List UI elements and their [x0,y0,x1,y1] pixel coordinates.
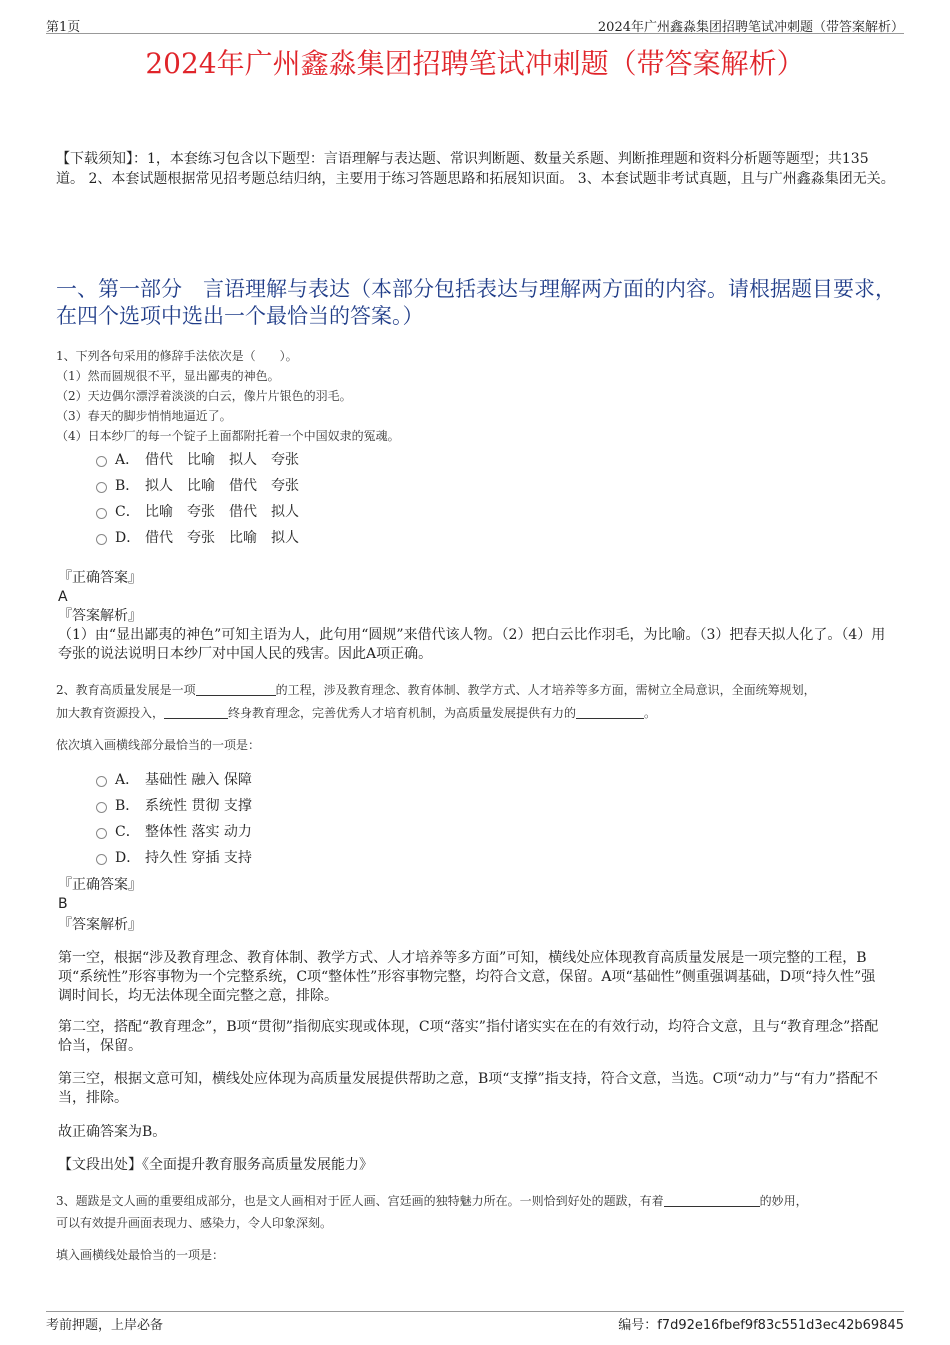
radio-icon[interactable] [96,854,107,865]
document-code: f7d92e16fbef9f83c551d3ec42b69845 [657,1318,904,1333]
analysis-label: 『答案解析』 [58,917,142,933]
option-c[interactable]: C． 比喻 夸张 借代 拟人 [96,498,299,524]
analysis-para-4: 故正确答案为B。 [58,1124,167,1140]
analysis-para-1: 第一空，根据“涉及教育理念、教育体制、教学方式、人才培养等多方面”可知，横线处应体现教育高质量发展是一项完整的工程，B项“系统性”形容事物为一个完整系统，C项“整体性”形容事物完整，均符合文意，保留。A项“基础性”侧重强调基础，D项“持久性”强调时间长，均无法体现全面完整之意，排除。 [58,950,876,1004]
download-notice: 【下载须知】：1，本套练习包含以下题型：言语理解与表达题、常识判断题、数量关系题、判断推理题和资料分析题等题型；共135道。 2、本套试题根据常见招考题总结归纳，主要用于练习答题思路和拓展知识面。 3、本套试题非考试真题，且与广州鑫淼集团无关。 [56,151,895,187]
question-item: （4）日本纱厂的每一个锭子上面都附托着一个中国奴隶的冤魂。 [56,429,400,443]
answer-label: 『正确答案』 [58,570,142,586]
option-a[interactable]: A． 借代 比喻 拟人 夸张 [96,446,299,472]
question-2-answer [58,876,898,935]
question-3-prompt: 填入画横线处最恰当的一项是： [56,1248,225,1262]
footer-id: 编号：f7d92e16fbef9f83c551d3ec42b69845 [618,1318,904,1333]
analysis-para-2: 第二空，搭配“教育理念”，B项“贯彻”指彻底实现或体现，C项“落实”指付诸实实在在的有效行动，均符合文意，且与“教育理念”搭配恰当，保留。 [58,1019,879,1054]
answer-label: 『正确答案』 [58,877,142,893]
question-item: （1）然而圆规很不平，显出鄙夷的神色。 [56,369,280,383]
section-heading: 一、第一部分 言语理解与表达（本部分包括表达与理解两方面的内容。请根据题目要求，在四个选项中选出一个最恰当的答案。） [56,277,896,328]
question-item: （2）天边偶尔漂浮着淡淡的白云，像片片银色的羽毛。 [56,389,352,403]
question-2-prompt: 依次填入画横线部分最恰当的一项是： [56,738,261,752]
document-title: 2024年广州鑫淼集团招聘笔试冲刺题（带答案解析） [145,47,805,80]
blank-1 [664,1193,760,1207]
analysis-para-3: 第三空，根据文意可知，横线处应体现为高质量发展提供帮助之意，B项“支撑”指支持，符合文意，当选。C项“动力”与“有力”搭配不当，排除。 [58,1071,878,1106]
analysis-text: （1）由“显出鄙夷的神色”可知主语为人，此句用“圆规”来借代该人物。（2）把白云比作羽毛，为比喻。（3）把春天拟人化了。（4）用夸张的说法说明日本纱厂对中国人民的残害。因此A项正确。 [58,627,886,662]
question-1-answer [58,569,898,664]
page-header [46,14,904,34]
radio-icon[interactable] [96,456,107,467]
radio-icon[interactable] [96,508,107,519]
option-b[interactable]: B． 拟人 比喻 借代 夸张 [96,472,299,498]
option-a[interactable]: A． 基础性 融入 保障 [96,766,252,792]
radio-icon[interactable] [96,482,107,493]
radio-icon[interactable] [96,828,107,839]
source-citation: 【文段出处】《全面提升教育服务高质量发展能力》 [58,1157,373,1173]
question-1 [56,346,904,446]
header-title: 2024年广州鑫淼集团招聘笔试冲刺题（带答案解析） [597,20,904,35]
question-2-options [96,766,252,870]
option-d[interactable]: D． 借代 夸张 比喻 拟人 [96,524,299,550]
blank-3 [576,705,644,719]
question-item: （3）春天的脚步悄悄地逼近了。 [56,409,232,423]
question-3: 3、题跋是文人画的重要组成部分，也是文人画相对于匠人画、宫廷画的独特魅力所在。一则恰到好处的题跋，有着 的妙用， 可以有效提升画面表现力、感染力，令人印象深刻。 [56,1194,808,1230]
footer-divider [46,1311,904,1312]
radio-icon[interactable] [96,776,107,787]
radio-icon[interactable] [96,802,107,813]
analysis-label: 『答案解析』 [58,608,142,624]
question-stem: 1、下列各句采用的修辞手法依次是（ ）。 [56,349,298,363]
option-b[interactable]: B． 系统性 贯彻 支撑 [96,792,252,818]
question-2: 2、教育高质量发展是一项 的工程，涉及教育理念、教育体制、教学方式、人才培养等多方面，需树立全局意识，全面统筹规划， 加大教育资源投入， 终身教育理念，完善优秀人才培育机制，为高质量发展提供有力的 。 [56,683,816,720]
answer-value: A [58,589,68,605]
blank-2 [164,705,228,719]
option-c[interactable]: C． 整体性 落实 动力 [96,818,252,844]
footer-slogan: 考前押题，上岸必备 [46,1318,164,1333]
option-d[interactable]: D． 持久性 穿插 支持 [96,844,252,870]
blank-1 [196,682,276,696]
page-number: 第1页 [46,20,81,35]
radio-icon[interactable] [96,534,107,545]
question-1-options [96,446,299,550]
answer-value: B [58,896,68,912]
